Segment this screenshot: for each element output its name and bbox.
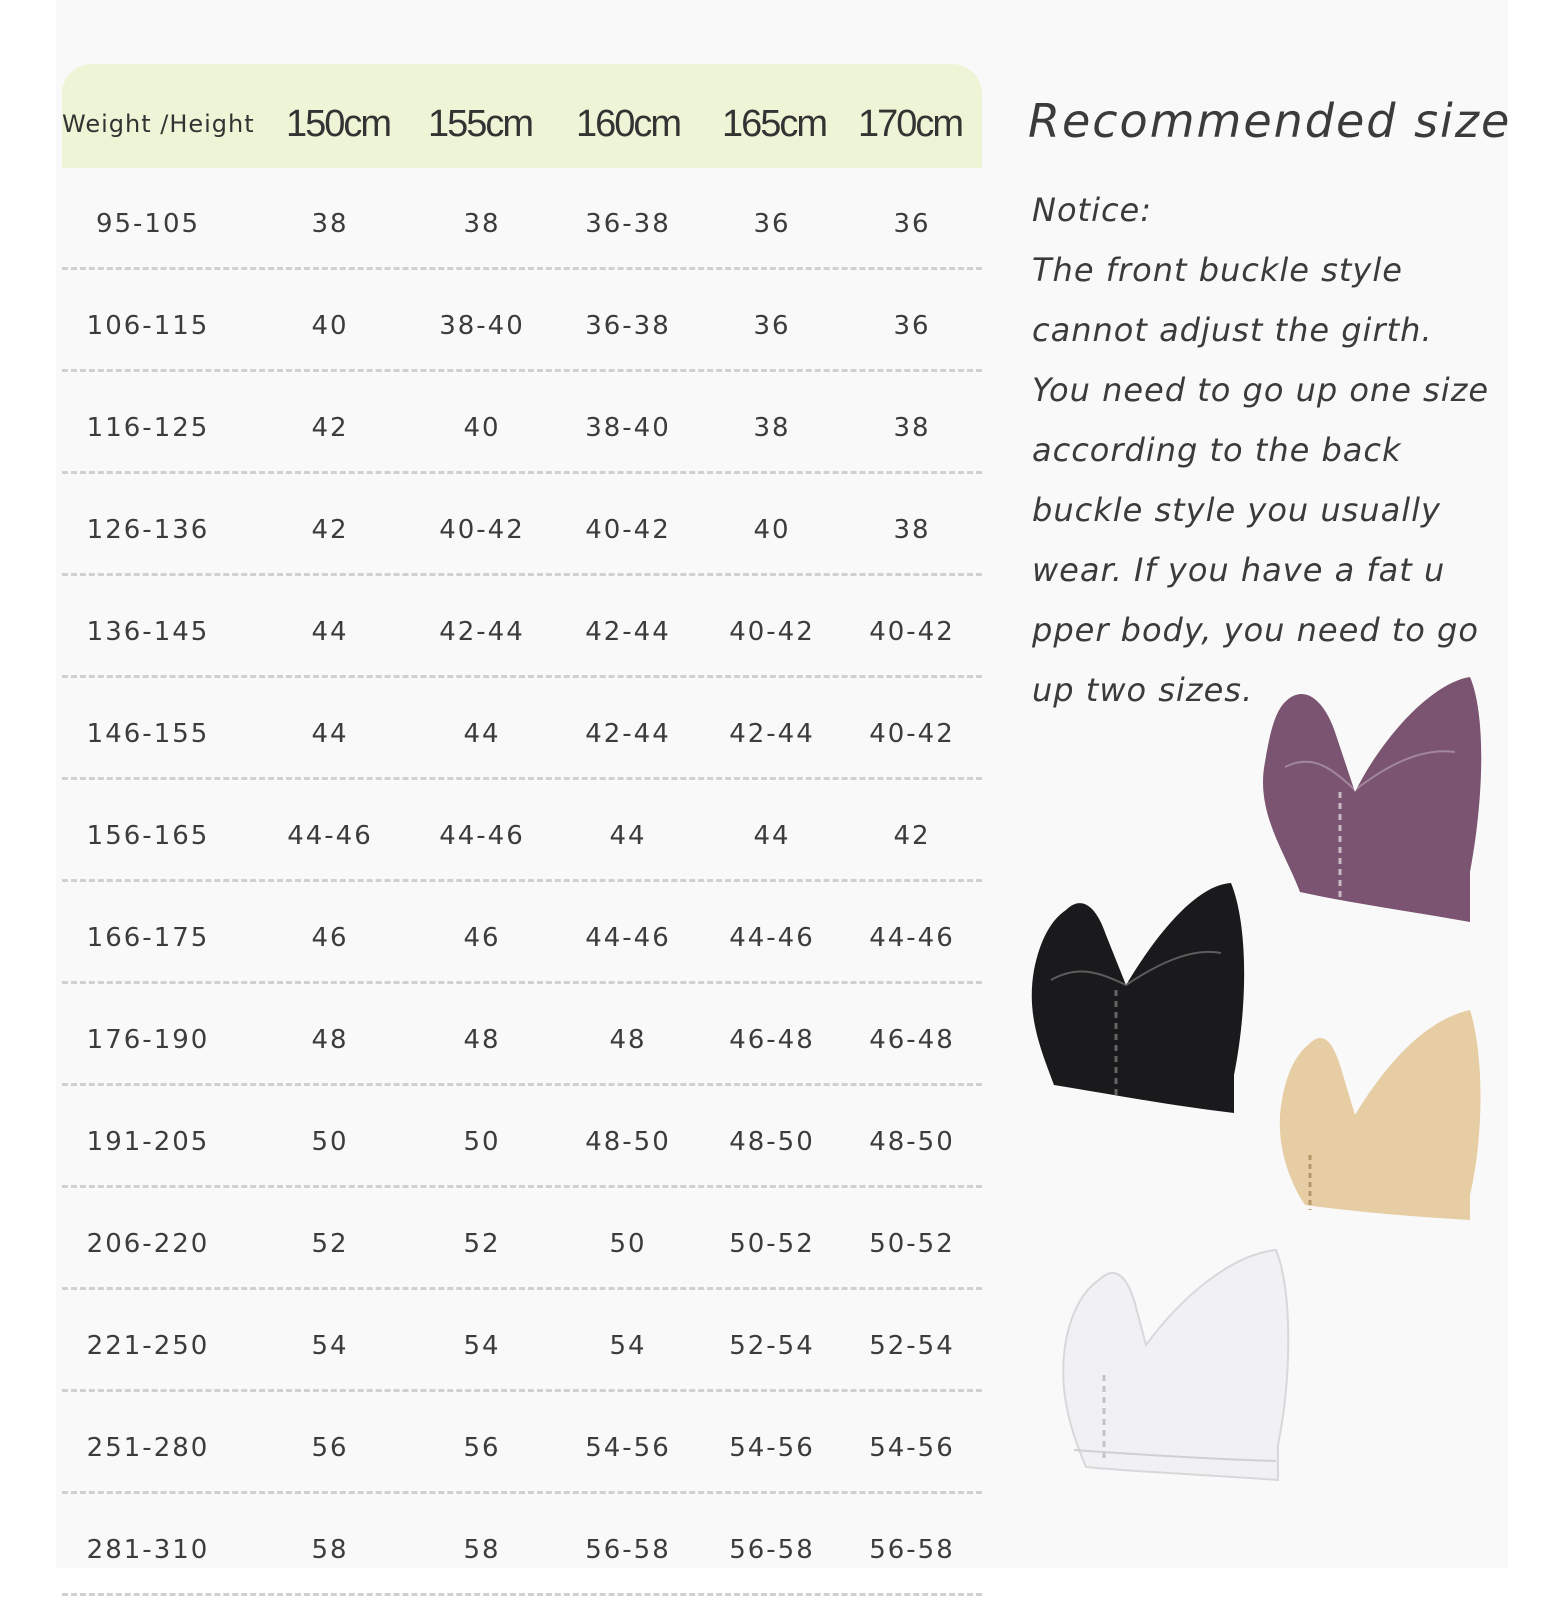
weight-cell: 251-280 [86,1433,210,1463]
size-cell: 54 [463,1331,501,1361]
size-cell: 54-56 [729,1433,815,1463]
weight-cell: 156-165 [86,821,210,851]
size-cell: 58 [311,1535,349,1565]
notice-line: The front buckle style [1032,251,1403,289]
weight-cell: 221-250 [86,1331,210,1361]
size-cell: 48 [463,1025,501,1055]
size-cell: 40-42 [439,515,525,545]
notice-line: pper body, you need to go [1032,611,1479,649]
corner-label: Weight /Height [62,110,255,138]
size-cell: 46 [311,923,349,953]
section-title: Recommended size [1028,94,1512,148]
size-cell: 44 [463,719,501,749]
size-cell: 42-44 [585,617,671,647]
size-cell: 40 [753,515,791,545]
weight-cell: 106-115 [86,311,210,341]
size-cell: 42-44 [585,719,671,749]
size-cell: 36 [753,311,791,341]
size-cell: 50 [311,1127,349,1157]
height-header: 155cm [427,103,533,145]
size-cell: 40 [463,413,501,443]
beige-bra-image [1270,1005,1500,1235]
size-cell: 36-38 [585,209,671,239]
size-cell: 46 [463,923,501,953]
size-cell: 52 [463,1229,501,1259]
weight-cell: 146-155 [86,719,210,749]
weight-cell: 116-125 [86,413,210,443]
size-cell: 54-56 [585,1433,671,1463]
table-row [62,1290,982,1392]
table-row [62,474,982,576]
table-row [62,270,982,372]
size-cell: 48-50 [729,1127,815,1157]
size-cell: 38-40 [439,311,525,341]
weight-cell: 126-136 [86,515,210,545]
table-row [62,168,982,270]
size-cell: 54-56 [869,1433,955,1463]
size-cell: 38 [893,413,931,443]
size-cell: 36 [753,209,791,239]
size-cell: 40-42 [869,617,955,647]
notice-line: buckle style you usually [1032,491,1441,529]
size-cell: 56 [463,1433,501,1463]
size-cell: 44 [311,617,349,647]
size-cell: 44-46 [287,821,373,851]
weight-cell: 95-105 [95,209,201,239]
height-header: 170cm [857,103,963,145]
size-cell: 48 [609,1025,647,1055]
table-row [62,372,982,474]
size-cell: 38 [753,413,791,443]
notice-line: according to the back [1032,431,1402,469]
weight-cell: 191-205 [86,1127,210,1157]
weight-cell: 281-310 [86,1535,210,1565]
size-cell: 44-46 [439,821,525,851]
table-body [62,168,982,1596]
size-cell: 44-46 [585,923,671,953]
size-cell: 54 [609,1331,647,1361]
bra-body [1032,883,1244,1113]
notice-text [1032,180,1508,720]
size-cell: 56 [311,1433,349,1463]
purple-bra-image [1245,672,1495,932]
notice-line: Notice: [1032,191,1153,229]
size-cell: 50-52 [869,1229,955,1259]
size-cell: 56-58 [869,1535,955,1565]
size-cell: 46-48 [869,1025,955,1055]
height-header: 165cm [721,103,827,145]
table-header [62,64,982,168]
size-cell: 40-42 [729,617,815,647]
size-cell: 40-42 [585,515,671,545]
size-cell: 42 [311,515,349,545]
table-row [62,576,982,678]
weight-cell: 166-175 [86,923,210,953]
size-cell: 52 [311,1229,349,1259]
size-cell: 50 [463,1127,501,1157]
bra-body [1280,1010,1481,1220]
height-header: 160cm [575,103,681,145]
size-cell: 56-58 [729,1535,815,1565]
size-cell: 46-48 [729,1025,815,1055]
black-bra-image [1026,875,1256,1120]
size-cell: 44-46 [869,923,955,953]
size-cell: 48-50 [585,1127,671,1157]
size-cell: 36 [893,311,931,341]
table-row [62,882,982,984]
product-photos [1020,660,1508,1540]
table-row [62,780,982,882]
size-cell: 44 [753,821,791,851]
bra-body [1263,677,1481,922]
size-cell: 56-58 [585,1535,671,1565]
notice-line: cannot adjust the girth. [1032,311,1433,349]
size-cell: 42 [311,413,349,443]
size-cell: 36 [893,209,931,239]
size-cell: 40-42 [869,719,955,749]
size-cell: 52-54 [869,1331,955,1361]
size-cell: 42 [893,821,931,851]
table-row [62,1494,982,1596]
size-cell: 38-40 [585,413,671,443]
size-cell: 50-52 [729,1229,815,1259]
table-row [62,678,982,780]
size-cell: 44-46 [729,923,815,953]
height-header: 150cm [285,103,391,145]
size-cell: 44 [609,821,647,851]
size-cell: 36-38 [585,311,671,341]
table-row [62,1188,982,1290]
bra-body [1063,1250,1288,1480]
size-cell: 42-44 [729,719,815,749]
size-cell: 42-44 [439,617,525,647]
size-table [62,64,982,1596]
notice-line: wear. If you have a fat u [1032,551,1446,589]
weight-cell: 136-145 [86,617,210,647]
table-row [62,1086,982,1188]
size-cell: 58 [463,1535,501,1565]
notice-line: up two sizes. [1032,671,1254,709]
size-cell: 50 [609,1229,647,1259]
white-bra-image [1054,1245,1304,1490]
table-row [62,984,982,1086]
size-cell: 40 [311,311,349,341]
size-cell: 52-54 [729,1331,815,1361]
table-row [62,1392,982,1494]
size-cell: 48-50 [869,1127,955,1157]
weight-cell: 176-190 [86,1025,210,1055]
weight-cell: 206-220 [86,1229,210,1259]
size-cell: 48 [311,1025,349,1055]
size-cell: 38 [893,515,931,545]
size-cell: 44 [311,719,349,749]
size-cell: 38 [463,209,501,239]
size-cell: 38 [311,209,349,239]
notice-line: You need to go up one size [1032,371,1490,409]
size-cell: 54 [311,1331,349,1361]
